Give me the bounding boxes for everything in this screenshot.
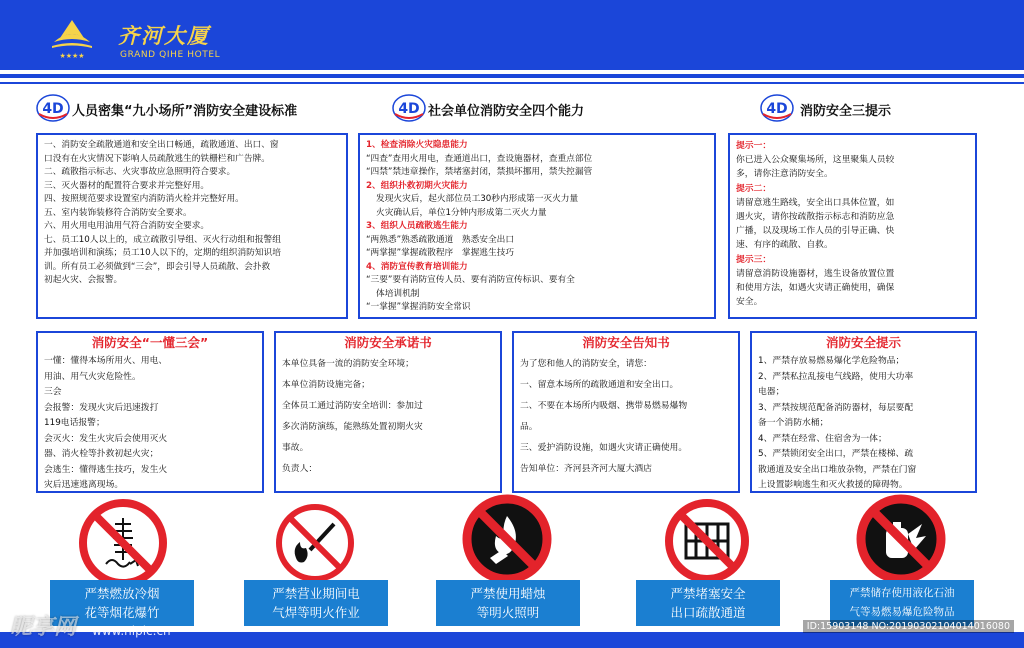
no-lpg-icon [856,494,946,584]
text-line: 本单位消防设施完备； [282,380,370,390]
text-line: 安全。 [736,297,763,308]
text-line: 和使用方法，如遇火灾请正确使用，确保 [736,283,895,294]
svg-text:★★★★: ★★★★ [59,52,85,60]
4d-badge-icon [760,94,794,122]
text-line: 备一个消防水桶； [758,418,829,428]
text-line: 1、严禁存放易燃易爆化学危险物品； [758,356,905,366]
box-title: 消防安全“一懂三会” [91,335,209,350]
safety-notice-box [512,331,740,493]
text-line: 速、有序的疏散、自救。 [736,240,833,251]
image-id-tag: ID:15903148 NO:20190302104014016080 [803,620,1014,633]
text-line: 三、灭火器材的配置符合要求并完整好用。 [44,180,210,191]
text-line: 器、消火栓等扑救初起火灾； [44,449,159,459]
four-abilities-box [358,133,716,319]
divider-stripe [0,74,1024,78]
4d-badge-icon [392,94,426,122]
text-line: “三要”要有消防宣传人员、要有消防宣传标识、要有全 [366,275,575,285]
text-line: 一、消防安全疏散通道和安全出口畅通，疏散通道、出口、窗 [44,140,279,150]
text-line: 多次消防演练，能熟练处置初期火灾 [282,422,423,432]
text-line: 一、留意本场所的疏散通道和安全出口。 [520,380,679,390]
text-line: “两掌握”掌握疏散程序 掌握逃生技巧 [366,248,515,258]
text-line: 2、严禁私拉乱接电气线路，使用大功率 [758,371,914,382]
text-line: 二、疏散指示标志、火灾事故应急照明符合要求。 [44,167,236,177]
safety-reminder-box [750,331,977,493]
text-line: 电器； [758,387,785,397]
svg-text:4D: 4D [42,101,64,117]
text-line: 会灭火：发生火灾后会使用灭火 [44,433,168,444]
text-line: “四查”查用火用电，查通道出口，查设施器材，查重点部位 [366,153,593,164]
text-line: 请留意逃生路线，安全出口具体位置，如 [736,197,895,208]
text-line: 灾后迅速逃离现场。 [44,480,124,490]
text-line: 3、严禁按规范配备消防器材，每层要配 [758,402,914,413]
text-line: 会逃生：懂得逃生技巧，发生火 [44,464,168,475]
crown-logo-icon [50,16,94,60]
text-line: 负责人： [282,464,318,474]
no-fireworks-icon [78,498,168,588]
text-line: 你已进入公众聚集场所，这里聚集人员较 [736,155,895,166]
sign-caption: 严禁使用蜡烛 等明火照明 [436,580,580,626]
text-line: 一懂：懂得本场所用火、用电、 [44,356,168,366]
text-line: 训。所有员工必须做到“三会”，即会引导人员疏散、会扑救 [44,261,271,272]
hotel-name-cn: 齐河大厦 [118,23,210,48]
svg-text:4D: 4D [766,101,788,117]
text-line: 发现火灾后，起火部位员工30秒内形成第一灭火力量 [376,194,579,204]
text-line: “两熟悉”熟悉疏散通道 熟悉安全出口 [366,234,515,245]
sign-caption: 严禁堵塞安全 出口疏散通道 [636,580,780,626]
text-line: 初起火灾、会报警。 [44,275,123,285]
text-line: 火灾确认后，单位1分钟内形成第二灭火力量 [376,207,547,218]
text-line: 本单位具备一流的消防安全环境； [282,359,414,369]
text-line: 事故。 [282,443,309,453]
text-line: 三会 [44,387,62,397]
text-line: 3、组织人员疏散逃生能力 [366,221,468,231]
watermark-logo: 昵享网 [10,615,77,640]
text-line: 4、消防宣传教育培训能力 [366,261,468,272]
text-line: 为了您和他人的消防安全，请您： [520,359,652,369]
no-blocking-icon [662,496,752,586]
sign-caption: 严禁储存使用液化石油 气等易燃易爆危险物品 [830,580,974,626]
hotel-logo [50,16,270,64]
text-line: 遇火灾，请你按疏散指示标志和消防应急 [736,212,895,223]
box-title: 消防安全提示 [825,335,901,350]
divider-stripe [0,82,1024,84]
section-title-four-abilities: 社会单位消防安全四个能力 [428,104,585,119]
nine-small-standard-box [36,133,348,319]
watermark-url: www.nipic.cn [92,624,171,638]
sign-caption: 严禁燃放冷烟 花等烟花爆竹 [50,580,194,626]
no-open-flame-icon [462,494,552,584]
text-line: 2、组织扑救初期火灾能力 [366,180,468,191]
sign-caption: 严禁营业期间电 气焊等明火作业 [244,580,388,626]
text-line: 六、用火用电用油用气符合消防安全要求。 [44,221,210,231]
text-line: 散通道及安全出口堆放杂物，严禁在门窗 [758,464,917,475]
text-line: 1、检查消除火灾隐患能力 [366,140,468,150]
text-line: 七、员工10人以上的，成立疏散引导组、灭火行动组和报警组 [44,234,281,245]
text-line: 提示三： [736,254,772,265]
text-line: 告知单位：齐河县齐河大厦大酒店 [520,464,652,474]
text-line: 上设置影响逃生和灭火救援的障碍物。 [758,480,908,490]
text-line: 会报警：发现火灾后迅速拨打 [44,402,159,413]
text-line: 体培训机制 [376,288,420,299]
text-line: 口没有在火灾情况下影响人员疏散逃生的铁栅栏和广告牌。 [44,153,270,164]
text-line: 4、严禁在经常、住宿舍为一体； [758,433,887,444]
text-line: 提示二： [736,183,772,194]
text-line: 多，请你注意消防安全。 [736,169,833,180]
box-title: 消防安全告知书 [582,335,670,350]
text-line: 四、按照规范要求设置室内消防消火栓并完整好用。 [44,194,244,204]
4d-badge-icon [36,94,70,122]
three-tips-box [728,133,977,319]
text-line: “一掌握”掌握消防安全常识 [366,302,471,312]
section-title-three-tips: 消防安全三提示 [800,104,892,119]
section-title-nine-small: 人员密集“九小场所”消防安全建设标准 [72,104,298,119]
text-line: 二、不要在本场所内吸烟、携带易燃易爆物 [520,401,688,411]
box-title: 消防安全承诺书 [344,335,432,350]
no-welding-icon [270,498,360,588]
header-banner [0,0,1024,70]
text-line: 119电话报警； [44,418,105,428]
hotel-name-en: GRAND QIHE HOTEL [120,50,221,60]
svg-text:4D: 4D [398,101,420,117]
text-line: 5、严禁锁闭安全出口，严禁在楼梯、疏 [758,449,914,459]
safety-commitment-box [274,331,502,493]
text-line: 广播，以及现场工作人员的引导正确、快 [736,226,895,237]
text-line: 用油、用气火灾危险性。 [44,371,141,382]
text-line: 五、室内装饰装修符合消防安全要求。 [44,207,192,218]
text-line: 提示一： [736,141,772,151]
one-understand-three-can-box [36,331,264,493]
text-line: 全体员工通过消防安全培训：参加过 [282,401,423,411]
text-line: 三、爱护消防设施，如遇火灾请正确使用。 [520,443,688,453]
text-line: 请留意消防设施器材，逃生设备放置位置 [736,268,895,279]
text-line: 并加强培训和演练；员工10人以下的，定期的组织消防知识培 [44,248,281,258]
text-line: “四禁”禁违章操作，禁堵塞封闭，禁损坏挪用，禁失控漏管 [366,167,593,177]
text-line: 品。 [520,422,538,432]
